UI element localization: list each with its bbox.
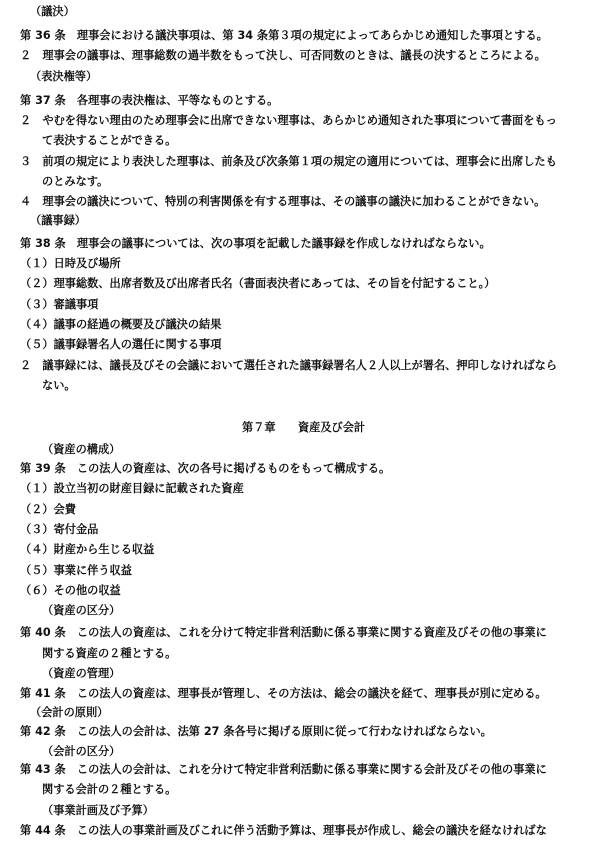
- continuation-line: 関する会計の２種とする。: [42, 783, 177, 797]
- continuation-line: て表決することができる。: [42, 134, 177, 148]
- article-36: 第 36 条 理事会における議決事項は、第 34 条第３項の規定によってあらかじめ通知した事項とする。: [20, 29, 548, 42]
- list-item: （１）日時及び場所: [20, 257, 121, 271]
- section-caption: （事業計画及び予算）: [42, 803, 154, 817]
- list-item: （１）設立当初の財産目録に記載された資産: [20, 482, 244, 496]
- list-item: （４）議事の経過の概要及び議決の結果: [20, 318, 222, 331]
- article-39: 第 39 条 この法人の資産は、次の各号に掲げるものをもって構成する。: [20, 462, 391, 476]
- paragraph-item: ２ 議事録には、議長及びその会議において選任された議事録署名人２人以上が署名、押印しなければなら: [20, 358, 558, 372]
- list-item: （２）理事総数、出席者数及び出席者氏名（書面表決者にあっては、その旨を付記すること。）: [20, 277, 496, 291]
- article-43: 第 43 条 この法人の会計は、これを分けて特定非営利活動に係る事業に関する会計及びその他の事業に: [20, 763, 547, 777]
- paragraph-item: ２ やむを得ない理由のため理事会に出席できない理事は、あらかじめ通知された事項について書面をもっ: [20, 114, 557, 127]
- paragraph-item: ３ 前項の規定により表決した理事は、前条及び次条第１項の規定の適用については、理事会に出席したも: [20, 154, 557, 168]
- list-item: （６）その他の収益: [20, 583, 121, 597]
- article-41: 第 41 条 この法人の資産は、理事長が管理し、その方法は、総会の議決を経て、理事長が別に定める。: [20, 687, 547, 701]
- continuation-line: ない。: [42, 379, 76, 392]
- list-item: （２）会費: [20, 502, 76, 516]
- article-38: 第 38 条 理事会の議事については、次の事項を記載した議事録を作成しなければならない。: [20, 236, 491, 250]
- section-caption: （資産の区分）: [42, 604, 121, 618]
- section-caption: （会計の区分）: [42, 744, 121, 758]
- list-item: （５）事業に伴う収益: [20, 563, 132, 577]
- section-caption: （資産の構成）: [42, 442, 121, 456]
- article-44: 第 44 条 この法人の事業計画及びこれに伴う活動予算は、理事長が作成し、総会の議決を経なければな: [20, 824, 547, 837]
- article-40: 第 40 条 この法人の資産は、これを分けて特定非営利活動に係る事業に関する資産及びその他の事業に: [20, 626, 547, 640]
- article-42: 第 42 条 この法人の会計は、法第 27 条各号に掲げる原則に従って行わなければならない。: [20, 725, 492, 739]
- section-caption: （議決）: [30, 5, 75, 18]
- list-item: （３）寄付金品: [20, 523, 99, 536]
- continuation-line: のとみなす。: [42, 174, 109, 188]
- paragraph-item: ２ 理事会の議事は、理事総数の過半数をもって決し、可否同数のときは、議長の決するところによる。: [20, 49, 546, 63]
- section-caption: （会計の原則）: [30, 705, 109, 719]
- section-caption: （資産の管理）: [42, 667, 121, 680]
- section-caption: （表決権等）: [30, 69, 98, 83]
- chapter-heading: 第７章 資産及び会計: [242, 420, 366, 434]
- paragraph-item: ４ 理事会の議決について、特別の利害関係を有する理事は、その議事の議決に加わることができない。: [20, 195, 546, 209]
- list-item: （５）議事録署名人の選任に関する事項: [20, 338, 222, 352]
- continuation-line: 関する資産の２種とする。: [42, 646, 177, 660]
- article-37: 第 37 条 各理事の表決権は、平等なものとする。: [20, 93, 279, 107]
- section-caption: （議事録）: [30, 213, 86, 227]
- list-item: （３）審議事項: [20, 297, 99, 311]
- list-item: （４）財産から生じる収益: [20, 543, 155, 557]
